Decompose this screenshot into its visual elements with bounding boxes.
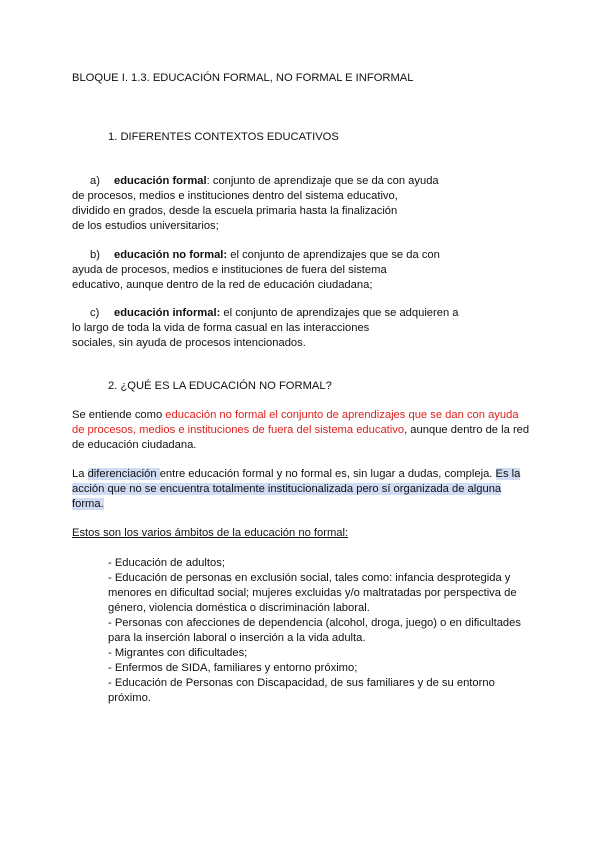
term-informal: educación informal:: [114, 307, 221, 319]
ambitos-list: [108, 556, 521, 706]
highlighted-text: acción que no se encuentra totalmente institucionalizada pero sí organizada de alguna: [72, 483, 502, 495]
highlighted-red-text: de procesos, medios e instituciones de fuera del sistema educativo: [72, 424, 405, 436]
list-item-informal: [72, 306, 459, 351]
highlighted-red-text: educación no formal el conjunto de aprendizajes que se dan con ayuda: [165, 409, 519, 421]
list-item: - Personas con afecciones de dependencia (alcohol, droga, juego) o en dificultades: [108, 617, 521, 629]
definition-text: : conjunto de aprendizaje que se da con ayuda: [206, 175, 439, 187]
definition-line: sociales, sin ayuda de procesos intencionados.: [72, 337, 306, 349]
list-item: para la inserción laboral o inserción a la vida adulta.: [108, 632, 366, 644]
paragraph-text: Se entiende como: [72, 409, 166, 421]
page-title: BLOQUE I. 1.3. EDUCACIÓN FORMAL, NO FORMAL E INFORMAL: [72, 72, 414, 84]
list-item-no-formal: [72, 248, 440, 293]
paragraph-text: de educación ciudadana.: [72, 439, 197, 451]
list-item: próximo.: [108, 692, 151, 704]
list-marker: a): [90, 175, 100, 187]
paragraph-definition: [72, 408, 529, 453]
definition-line: ayuda de procesos, medios e instituciones de fuera del sistema: [72, 264, 387, 276]
list-marker: c): [90, 307, 100, 319]
ambitos-heading: Estos son los varios ámbitos de la educación no formal:: [72, 527, 349, 539]
list-item: - Educación de adultos;: [108, 557, 225, 569]
list-item-formal: [72, 174, 439, 234]
definition-line: de los estudios universitarios;: [72, 220, 219, 232]
highlighted-text: Es la: [495, 468, 521, 480]
list-item: género, violencia doméstica o discriminación laboral.: [108, 602, 370, 614]
term-no-formal: educación no formal:: [114, 249, 228, 261]
definition-line: educativo, aunque dentro de la red de educación ciudadana;: [72, 279, 373, 291]
definition-text: el conjunto de aprendizajes que se adquieren a: [220, 307, 459, 319]
definition-line: lo largo de toda la vida de forma casual en las interacciones: [72, 322, 370, 334]
list-item: - Educación de Personas con Discapacidad, de sus familiares y de su entorno: [108, 677, 495, 689]
list-item: - Educación de personas en exclusión social, tales como: infancia desprotegida y: [108, 572, 511, 584]
term-formal: educación formal: [114, 175, 207, 187]
definition-text: el conjunto de aprendizajes que se da con: [227, 249, 440, 261]
highlighted-text: diferenciación: [87, 468, 160, 480]
highlighted-text: forma.: [72, 498, 104, 510]
list-item: menores en dificultad social; mujeres excluidas y/o maltratadas por perspectiva de: [108, 587, 517, 599]
list-item: - Enfermos de SIDA, familiares y entorno próximo;: [108, 662, 358, 674]
list-item: - Migrantes con dificultades;: [108, 647, 248, 659]
section-2-heading: 2. ¿QUÉ ES LA EDUCACIÓN NO FORMAL?: [108, 380, 332, 392]
section-1-heading: 1. DIFERENTES CONTEXTOS EDUCATIVOS: [108, 131, 339, 143]
definition-line: de procesos, medios e instituciones dentro del sistema educativo,: [72, 190, 398, 202]
paragraph-difference: [72, 467, 520, 512]
paragraph-text: La: [72, 468, 88, 480]
list-marker: b): [90, 249, 100, 261]
paragraph-text: entre educación formal y no formal es, sin lugar a dudas, compleja.: [159, 468, 496, 480]
definition-line: dividido en grados, desde la escuela primaria hasta la finalización: [72, 205, 398, 217]
paragraph-text: , aunque dentro de la red: [404, 424, 530, 436]
